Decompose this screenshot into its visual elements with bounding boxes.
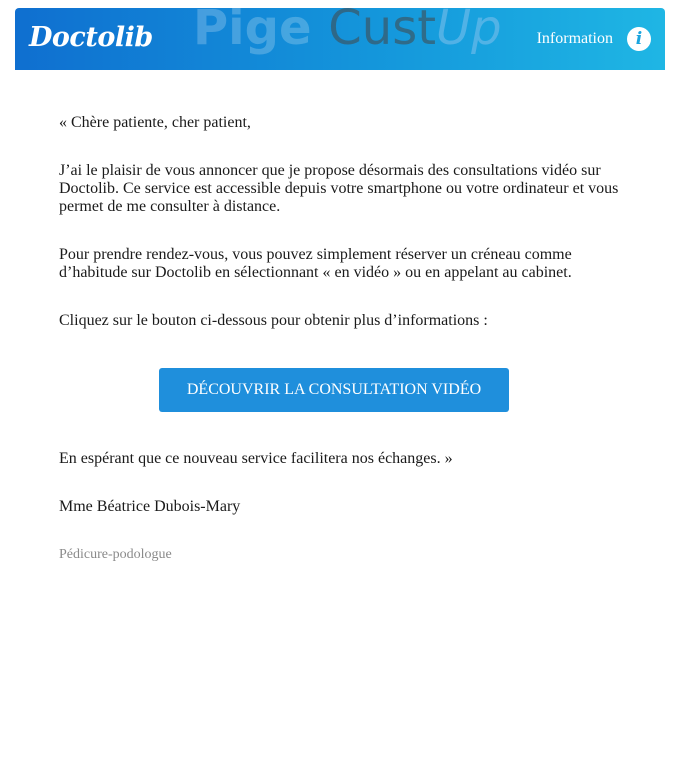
closing-text: En espérant que ce nouveau service facilitera nos échanges. » bbox=[59, 450, 453, 467]
pigecustup-watermark bbox=[193, 0, 502, 58]
paragraph-booking: Pour prendre rendez-vous, vous pouvez simplement réserver un créneau comme d’habitude sur Doctolib en sélectionnant « en vidéo » ou en appelant au cabinet. bbox=[59, 246, 572, 281]
discover-video-consultation-button[interactable]: DÉCOUVRIR LA CONSULTATION VIDÉO bbox=[159, 368, 509, 412]
doctor-signature: Mme Béatrice Dubois-Mary bbox=[59, 498, 241, 515]
email-header bbox=[15, 0, 665, 70]
doctolib-logo[interactable]: Doctolib bbox=[29, 22, 153, 53]
paragraph-video-consultation: J’ai le plaisir de vous annoncer que je propose désormais des consultations vidéo sur Doctolib. Ce service est accessible depuis votre smartphone ou votre ordinateur et vous permet de me consulter à distance. bbox=[59, 162, 619, 215]
message-body bbox=[59, 114, 625, 594]
cta-container bbox=[59, 368, 625, 412]
paragraph-more-info: Cliquez sur le bouton ci-dessous pour obtenir plus d’informations : bbox=[59, 312, 488, 329]
watermark-part-cust: Cust bbox=[328, 0, 437, 56]
info-icon[interactable]: i bbox=[627, 27, 651, 51]
watermark-part-pige: Pige bbox=[193, 0, 329, 56]
greeting-text: « Chère patiente, cher patient, bbox=[59, 114, 251, 131]
doctor-role: Pédicure-podologue bbox=[59, 547, 172, 562]
information-link[interactable] bbox=[537, 25, 651, 53]
watermark-part-up: Up bbox=[436, 0, 502, 56]
information-label[interactable]: Information bbox=[536, 30, 613, 47]
